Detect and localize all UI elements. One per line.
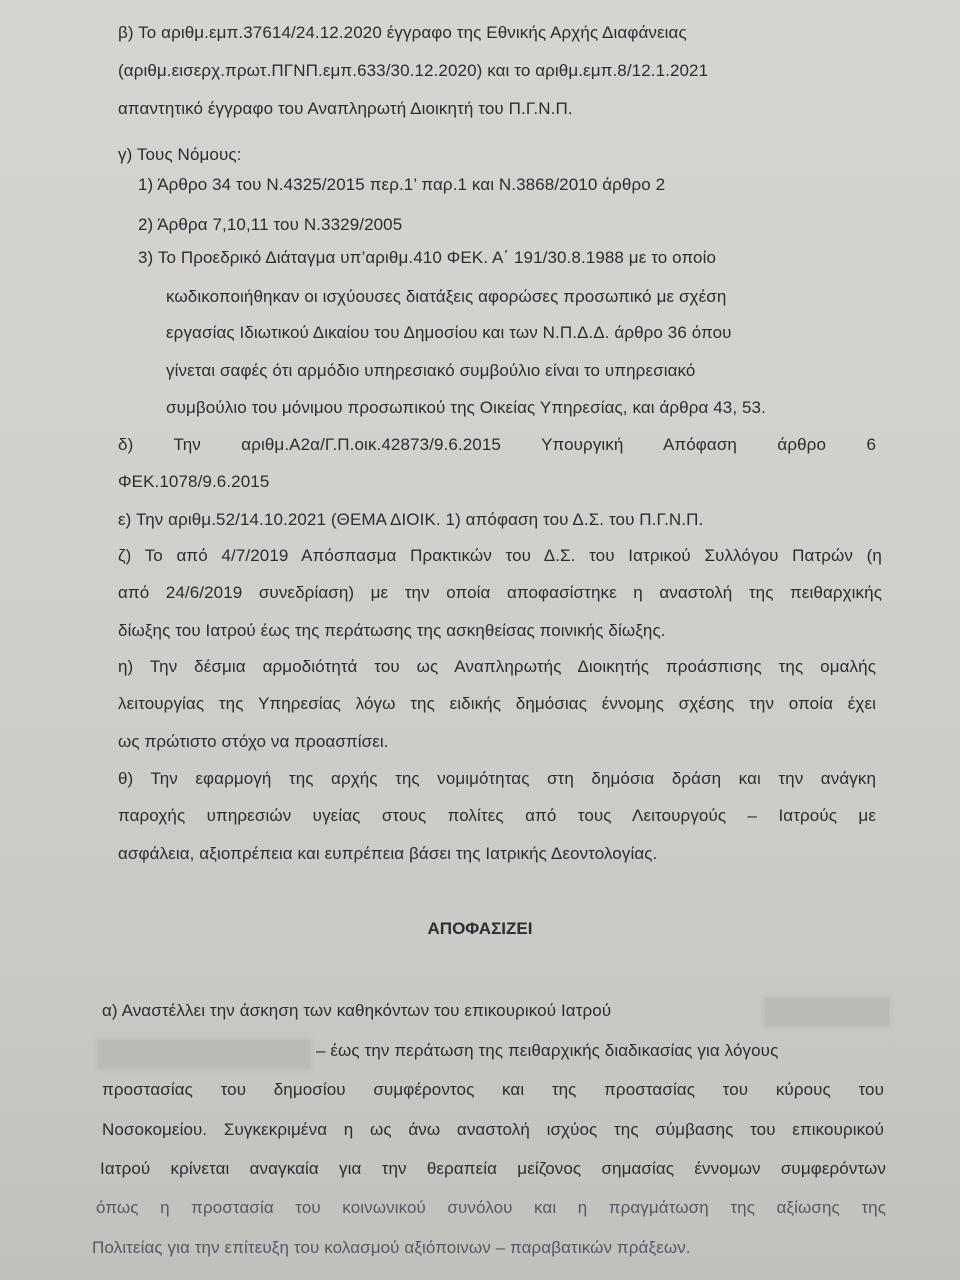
text-line: Ιατρού κρίνεται αναγκαία για την θεραπεία μείζονος σημασίας έννομων συμφερόντων — [100, 1159, 886, 1178]
text-line: συμβούλιο του μόνιμου προσωπικού της Οικείας Υπηρεσίας, και άρθρα 43, 53. — [166, 398, 766, 417]
text-line: γίνεται σαφές ότι αρμόδιο υπηρεσιακό συμβούλιο είναι το υπηρεσιακό — [166, 361, 696, 380]
decision-heading: ΑΠΟΦΑΣΙΖΕΙ — [427, 919, 533, 938]
text-line: ε) Την αριθμ.52/14.10.2021 (ΘΕΜΑ ΔΙΟΙΚ. 1) απόφαση του Δ.Σ. του Π.Γ.Ν.Π. — [118, 510, 704, 529]
redacted-name-block — [765, 998, 889, 1026]
text-line: προστασίας του δημοσίου συμφέροντος και της προστασίας του κύρους του — [102, 1080, 884, 1099]
list-item-2: 2) Άρθρα 7,10,11 του Ν.3329/2005 — [138, 215, 403, 234]
text-line: απαντητικό έγγραφο του Αναπληρωτή Διοικητή του Π.Γ.Ν.Π. — [118, 99, 573, 118]
text-line: από 24/6/2019 συνεδρίαση) με την οποία αποφασίστηκε η αναστολή της πειθαρχικής — [118, 583, 882, 602]
text-line: θ) Την εφαρμογή της αρχής της νομιμότητας στη δημόσια δράση και την ανάγκη — [118, 769, 876, 788]
redacted-name-block — [98, 1040, 310, 1068]
text-line: ως πρώτιστο στόχο να προασπίσει. — [118, 732, 389, 751]
text-line: Νοσοκομείου. Συγκεκριμένα η ως άνω αναστολή ισχύος της σύμβασης του επικουρικού — [102, 1120, 884, 1139]
text-line: (αριθμ.εισερχ.πρωτ.ΠΓΝΠ.εμπ.633/30.12.2020) και το αριθμ.εμπ.8/12.1.2021 — [118, 61, 709, 80]
text-line: ΦΕΚ.1078/9.6.2015 — [118, 472, 270, 491]
text-line: κωδικοποιήθηκαν οι ισχύουσες διατάξεις αφορώσες προσωπικό με σχέση — [166, 287, 727, 306]
text-line: ζ) Το από 4/7/2019 Απόσπασμα Πρακτικών του Δ.Σ. του Ιατρικού Συλλόγου Πατρών (η — [118, 546, 882, 565]
text-line: εργασίας Ιδιωτικού Δικαίου του Δημοσίου και των Ν.Π.Δ.Δ. άρθρο 36 όπου — [166, 323, 732, 342]
text-line: παροχής υπηρεσιών υγείας στους πολίτες από τους Λειτουργούς – Ιατρούς με — [118, 806, 876, 825]
text-line: η) Την δέσμια αρμοδιότητά του ως Αναπληρωτής Διοικητής προάσπισης της ομαλής — [118, 657, 876, 676]
text-line: λειτουργίας της Υπηρεσίας λόγω της ειδικής δημόσιας έννομης σχέσης την οποία έχει — [118, 694, 876, 713]
list-item-1: 1) Άρθρο 34 του Ν.4325/2015 περ.1’ παρ.1 και Ν.3868/2010 άρθρο 2 — [138, 175, 666, 194]
text-line: β) Το αριθμ.εμπ.37614/24.12.2020 έγγραφο της Εθνικής Αρχής Διαφάνειας — [118, 23, 687, 42]
text-line: δίωξης του Ιατρού έως της περάτωσης της ασκηθείσας ποινικής δίωξης. — [118, 621, 666, 640]
text-line: δ) Την αριθμ.Α2α/Γ.Π.οικ.42873/9.6.2015 Υπουργική Απόφαση άρθρο 6 — [118, 435, 876, 454]
text-line: όπως η προστασία του κοινωνικού συνόλου και η πραγμάτωση της αξίωσης της — [96, 1198, 886, 1217]
text-line: γ) Τους Νόμους: — [118, 145, 242, 164]
text-line: α) Αναστέλλει την άσκηση των καθηκόντων του επικουρικού Ιατρού — [102, 1001, 612, 1020]
text-line: Πολιτείας για την επίτευξη του κολασμού αξιόποινων – παραβατικών πράξεων. — [92, 1238, 691, 1257]
list-item-3: 3) Το Προεδρικό Διάταγμα υπ’αριθμ.410 ΦΕΚ. Α΄ 191/30.8.1988 με το οποίο — [138, 248, 717, 267]
text-line: – έως την περάτωση της πειθαρχικής διαδικασίας για λόγους — [316, 1041, 779, 1060]
text-line: ασφάλεια, αξιοπρέπεια και ευπρέπεια βάσει της Ιατρικής Δεοντολογίας. — [118, 844, 658, 863]
